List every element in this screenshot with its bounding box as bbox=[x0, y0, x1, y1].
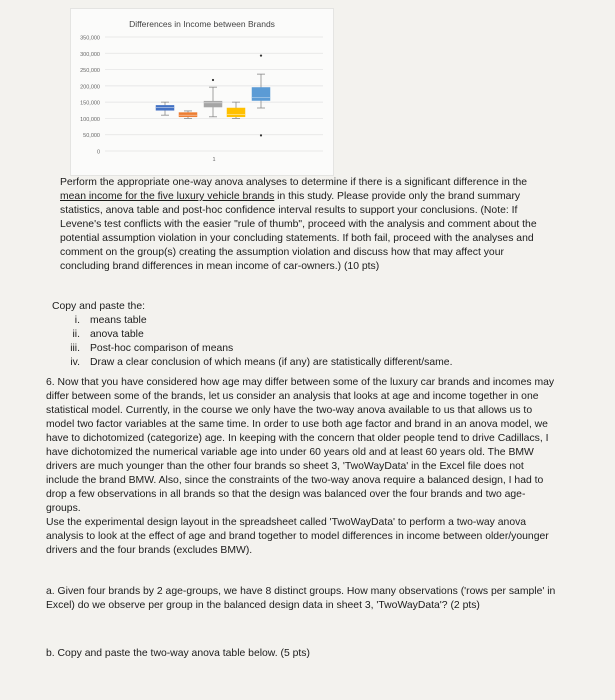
chart-canvas bbox=[71, 9, 333, 175]
question-6-text: 6. Now that you have considered how age may differ between some of the luxury car brands and incomes may differ between some of the brands, let us consider an analysis that looks at age and income together in one statistical model. Currently, in the course we only have the two-way anova available to us that allows us to model two factor variables at the same time. In order to use both age factor and brand in an anova model, we have to dichotomized (categorize) age. In keeping with the concern that older people tend to drive Cadillacs, I have dichotomized the numerical variable age into under 60 years old and at least 60 years old. The BMW drivers are much younger than the other four brands so sheet 3, 'TwoWayData' in the Excel file does not include the brand BMW. Also, since the constraints of the two-way anova require a balanced design, I had to drop a few observations in all brands so that the design was balanced over the four brands and two age-groups. bbox=[46, 377, 555, 514]
question-6-instructions: Use the experimental design layout in the spreadsheet called 'TwoWayData' to perform a two-way anova analysis to look at the effect of age and brand together to model differences in income between older/younger drivers and the four brands (excludes BMW). bbox=[46, 517, 549, 556]
list-item-number: iv. bbox=[70, 357, 80, 368]
y-tick-label: 50,000 bbox=[83, 133, 100, 140]
list-item-label: anova table bbox=[90, 329, 144, 340]
y-tick-label: 350,000 bbox=[80, 35, 100, 42]
chart-title: Differences in Income between Brands bbox=[129, 19, 275, 29]
y-tick-label: 200,000 bbox=[80, 84, 100, 91]
list-item-number: ii. bbox=[72, 329, 80, 340]
question-text-end: in this study. Please provide only the brand summary statistics, anova table and post-hoc confidence interval results to support your conclusions. (Note: If Levene's test conflicts with the easier "rule of thumb", proceed with the analysis and comment about the potential assumption violation in your concluding statements. If both fail, proceed with the analyses and comment on the group(s) creating the assumption violation and discuss how that may affect your concluding brand differences in mean income of car-owners.) (10 pts) bbox=[60, 191, 537, 272]
list-item-label: means table bbox=[90, 315, 147, 326]
question-6b: b. Copy and paste the two-way anova table below. (5 pts) bbox=[46, 648, 310, 659]
question-text-start: Perform the appropriate one-way anova analyses to determine if there is a significant difference in the bbox=[60, 177, 528, 188]
outlier-point bbox=[260, 134, 262, 136]
x-tick-label: 1 bbox=[212, 157, 216, 163]
boxplot-chart bbox=[70, 8, 334, 176]
question-6a: a. Given four brands by 2 age-groups, we have 8 distinct groups. How many observations ('rows per sample' in Excel) do we observe per group in the balanced design data in sheet 3, 'TwoWayData'? (2 pts) bbox=[46, 586, 556, 611]
question-6-paragraph bbox=[46, 376, 558, 558]
y-tick-label: 100,000 bbox=[80, 116, 100, 123]
list-item-label: Post-hoc comparison of means bbox=[90, 343, 234, 354]
outlier-point bbox=[260, 54, 262, 56]
box-brand-4 bbox=[227, 108, 245, 117]
copy-paste-heading: Copy and paste the: bbox=[52, 301, 146, 312]
box-brand-2 bbox=[179, 113, 197, 117]
question-paragraph bbox=[60, 176, 550, 274]
question-underlined-phrase: mean income for the five luxury vehicle brands bbox=[60, 191, 275, 202]
list-item-number: iii. bbox=[70, 343, 80, 354]
y-tick-label: 300,000 bbox=[80, 51, 100, 58]
box-brand-5 bbox=[252, 87, 270, 100]
list-item-label: Draw a clear conclusion of which means (if any) are statistically different/same. bbox=[90, 357, 453, 368]
list-item-number: i. bbox=[74, 315, 80, 326]
y-tick-label: 0 bbox=[96, 149, 100, 156]
y-tick-label: 250,000 bbox=[80, 68, 100, 75]
outlier-point bbox=[212, 79, 214, 81]
y-tick-label: 150,000 bbox=[80, 100, 100, 107]
box-brand-3 bbox=[204, 101, 222, 107]
